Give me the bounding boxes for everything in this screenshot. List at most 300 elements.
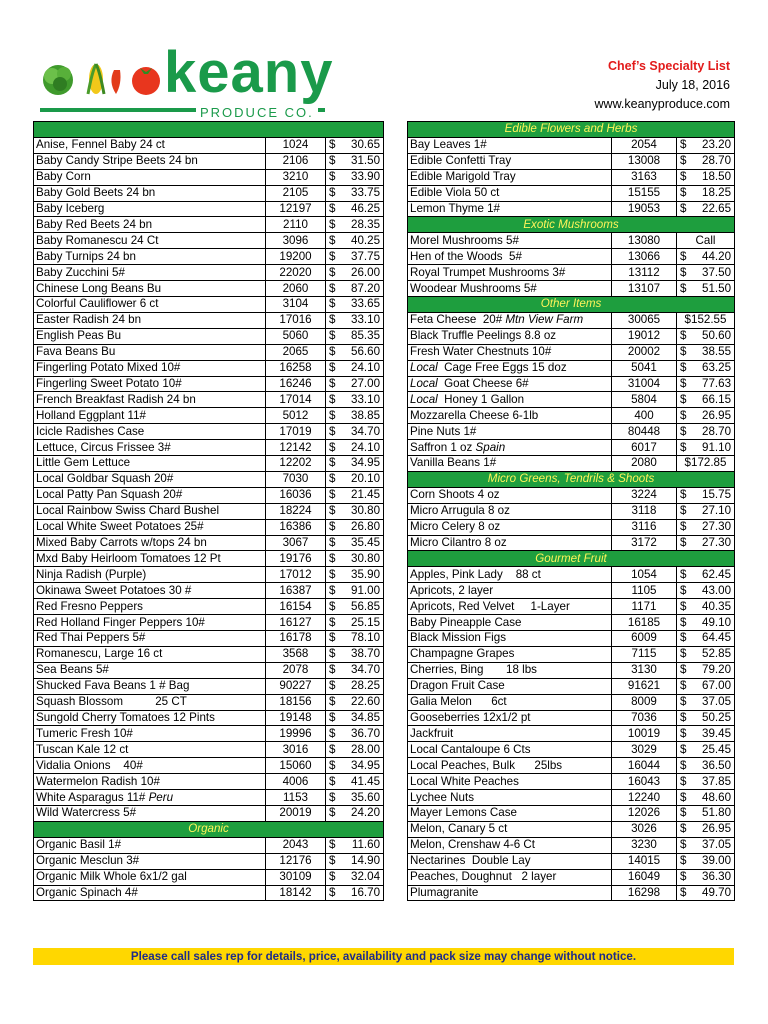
product-code: 2080 [612,456,677,472]
product-code: 2106 [266,153,326,169]
product-price: 37.75 [351,249,381,263]
product-name: Hen of the Woods 5# [410,249,522,263]
currency-symbol: $ [329,583,336,597]
product-name-cell [34,885,266,901]
product-name: Organic Spinach 4# [36,885,138,899]
price-wrap [329,282,380,296]
price-wrap [329,266,380,280]
product-name-cell [34,344,266,360]
product-name: Melon, Crenshaw 4-6 Ct [410,838,536,852]
currency-symbol: $ [329,392,336,406]
product-price: 26.80 [351,520,381,534]
product-name-cell [408,360,612,376]
product-price-cell [326,487,384,503]
product-code: 3016 [266,742,326,758]
currency-symbol: $ [680,838,687,852]
product-code: 20019 [266,805,326,821]
product-price: 37.85 [702,774,732,788]
product-row [408,169,735,185]
price-wrap [680,202,731,216]
product-code: 3163 [612,169,677,185]
product-code: 1054 [612,567,677,583]
product-row [408,153,735,169]
price-wrap [329,361,380,375]
product-price: 36.30 [702,870,732,884]
product-code: 14015 [612,853,677,869]
product-price-cell [326,456,384,472]
vegetables-logo-icon [36,58,166,98]
price-wrap [329,409,380,423]
product-price: 46.25 [351,201,381,215]
product-name-cell [408,631,612,647]
product-name-cell [34,726,266,742]
price-wrap [329,663,380,677]
product-row [34,376,384,392]
product-price-cell [326,169,384,185]
product-name-cell [34,360,266,376]
product-price-cell [326,853,384,869]
currency-symbol: $ [329,870,336,884]
product-row [408,185,735,201]
product-name: Colorful Cauliflower 6 ct [36,297,159,311]
product-name-cell [408,312,612,328]
product-code: 19012 [612,328,677,344]
product-price-cell [326,503,384,519]
product-name-cell [408,805,612,821]
product-code: 4006 [266,774,326,790]
currency-symbol: $ [329,297,336,311]
currency-symbol: $ [329,345,336,359]
product-price-cell [677,424,735,440]
product-price: 37.50 [702,265,732,279]
price-wrap [329,329,380,343]
product-price: 11.60 [351,838,381,852]
product-row [34,185,384,201]
price-wrap [680,138,731,152]
product-row [408,535,735,551]
product-code: 12176 [266,853,326,869]
product-name: Nectarines Double Lay [410,854,531,868]
product-name-cell [408,583,612,599]
product-code: 12240 [612,790,677,806]
currency-symbol: $ [329,138,336,152]
product-row [408,742,735,758]
price-wrap [329,536,380,550]
product-price-cell [326,424,384,440]
product-code: 5041 [612,360,677,376]
currency-symbol: $ [680,631,687,645]
product-name-cell [34,265,266,281]
currency-symbol: $ [680,440,687,454]
product-row [34,805,384,821]
product-name: Organic Mesclun 3# [36,854,140,868]
currency-symbol: $ [680,424,687,438]
currency-symbol: $ [329,615,336,629]
price-wrap [680,568,731,582]
product-code: 12197 [266,201,326,217]
product-name-cell [34,615,266,631]
product-name-cell [34,217,266,233]
product-row [408,344,735,360]
product-name: Baby Pineapple Case [410,615,522,629]
product-name-cell [34,440,266,456]
currency-symbol: $ [680,265,687,279]
product-code: 13107 [612,281,677,297]
currency-symbol: $ [329,424,336,438]
product-price-cell [677,185,735,201]
product-name-cell [408,726,612,742]
currency-symbol: $ [680,329,687,343]
product-code: 90227 [266,678,326,694]
product-code: 16178 [266,631,326,647]
product-price: 37.05 [702,838,732,852]
product-row [408,487,735,503]
product-price-cell [677,774,735,790]
product-name: Lychee Nuts [410,790,475,804]
product-price-cell [326,805,384,821]
product-price: 28.25 [351,679,381,693]
product-name-cell [408,281,612,297]
product-name-prefix: Local [410,392,438,406]
product-name: Local Peaches, Bulk 25lbs [410,758,563,772]
product-row [34,408,384,424]
product-code: 8009 [612,694,677,710]
currency-symbol: $ [680,154,687,168]
product-price: 18.25 [702,186,732,200]
currency-symbol: $ [329,806,336,820]
product-name-cell [408,535,612,551]
product-name-cell [408,758,612,774]
product-price: 26.00 [351,265,381,279]
product-name: Lemon Thyme 1# [410,201,501,215]
currency-symbol: $ [680,679,687,693]
product-price-cell [677,853,735,869]
price-wrap [680,377,731,391]
currency-symbol: $ [680,726,687,740]
product-name: Lettuce, Circus Frissee 3# [36,440,171,454]
product-name: Plumagranite [410,885,479,899]
product-price: 28.00 [351,742,381,756]
product-price: 22.65 [702,201,732,215]
product-price: 15.75 [702,488,732,502]
product-name-cell [408,790,612,806]
product-price-cell [677,328,735,344]
currency-symbol: $ [329,536,336,550]
currency-symbol: $ [329,361,336,375]
product-price: 23.20 [702,138,732,152]
product-code: 3118 [612,503,677,519]
product-price: 91.00 [351,583,381,597]
price-wrap [329,425,380,439]
product-code: 12202 [266,456,326,472]
product-name: Melon, Canary 5 ct [410,822,508,836]
product-price: 35.45 [351,536,381,550]
product-name: Fava Beans Bu [36,345,116,359]
product-name: Mozzarella Cheese 6-1lb [410,408,539,422]
product-price-cell [677,360,735,376]
currency-symbol: $ [680,599,687,613]
product-price: 30.80 [351,504,381,518]
product-code: 16036 [266,487,326,503]
product-code: 1105 [612,583,677,599]
product-name-cell [34,567,266,583]
product-price-cell [326,265,384,281]
section-header-row [408,122,735,138]
product-price: 39.45 [702,726,732,740]
product-code: 19996 [266,726,326,742]
product-name-cell [34,551,266,567]
currency-symbol: $ [680,392,687,406]
product-row [34,583,384,599]
product-price: 24.20 [351,806,381,820]
product-name: Tumeric Fresh 10# [36,726,133,740]
currency-symbol: $ [329,774,336,788]
product-name-cell [34,742,266,758]
price-wrap [329,568,380,582]
section-title: Gourmet Fruit [408,551,735,567]
product-name: Mixed Baby Carrots w/tops 24 bn [36,536,207,550]
currency-symbol: $ [680,710,687,724]
price-wrap [329,456,380,470]
product-code: 3067 [266,535,326,551]
product-row [34,567,384,583]
product-row [408,392,735,408]
product-row [34,233,384,249]
product-price-cell [326,646,384,662]
price-table-left [33,121,384,901]
product-name: Sea Beans 5# [36,663,109,677]
product-name: Bay Leaves 1# [410,138,487,152]
price-wrap [329,854,380,868]
product-row [34,137,384,153]
product-price: 38.85 [351,408,381,422]
price-wrap [329,616,380,630]
product-name: French Breakfast Radish 24 bn [36,392,196,406]
product-name: Tuscan Kale 12 ct [36,742,129,756]
product-code: 16154 [266,599,326,615]
currency-symbol: $ [329,679,336,693]
currency-symbol: $ [680,742,687,756]
product-row [408,408,735,424]
price-wrap [329,600,380,614]
product-row [34,519,384,535]
product-price: 39.00 [702,854,732,868]
product-code: 12142 [266,440,326,456]
product-name-cell [34,837,266,853]
currency-symbol: $ [680,647,687,661]
product-price: 87.20 [351,281,381,295]
price-wrap [680,631,731,645]
product-price-cell [677,805,735,821]
product-name-cell [34,853,266,869]
product-price: 25.15 [351,615,381,629]
logo-subtitle: PRODUCE CO. [196,106,318,119]
product-name-cell [34,408,266,424]
product-price-cell [326,869,384,885]
product-price-cell [677,249,735,265]
currency-symbol: $ [329,567,336,581]
product-price-cell [677,742,735,758]
product-price: 56.85 [351,599,381,613]
table-header-row [34,122,384,138]
price-wrap [329,488,380,502]
product-price-cell [326,742,384,758]
currency-symbol: $ [329,201,336,215]
product-price-cell [677,710,735,726]
product-code: 19053 [612,201,677,217]
product-price-cell [326,885,384,901]
product-price-cell [326,678,384,694]
product-row [34,471,384,487]
product-price-cell [326,296,384,312]
product-price-cell [677,885,735,901]
price-wrap [680,775,731,789]
currency-symbol: $ [329,376,336,390]
product-price-cell [677,758,735,774]
currency-symbol: $ [329,329,336,343]
currency-symbol: $ [329,758,336,772]
product-price-cell [677,662,735,678]
product-price: 79.20 [702,663,732,677]
product-name-cell [34,328,266,344]
product-name-cell [408,376,612,392]
product-price: 33.65 [351,297,381,311]
product-row [34,758,384,774]
product-name: Mxd Baby Heirloom Tomatoes 12 Pt [36,551,221,565]
product-price: 26.95 [702,408,732,422]
product-code: 2054 [612,137,677,153]
price-wrap [680,870,731,884]
product-code: 13080 [612,233,677,249]
currency-symbol: $ [680,885,687,899]
product-price-cell [326,837,384,853]
price-wrap [329,234,380,248]
price-wrap [329,838,380,852]
product-code: 1171 [612,599,677,615]
product-code: 17016 [266,312,326,328]
product-name-cell [408,487,612,503]
product-row [34,774,384,790]
price-wrap [680,536,731,550]
product-code: 3224 [612,487,677,503]
currency-symbol: $ [680,281,687,295]
currency-symbol: $ [680,806,687,820]
product-code: 19176 [266,551,326,567]
product-name: Apricots, 2 layer [410,583,494,597]
section-header-row [34,821,384,837]
product-price: 33.10 [351,313,381,327]
currency-symbol: $ [329,551,336,565]
product-name-cell [408,662,612,678]
currency-symbol: $ [680,408,687,422]
product-code: 15155 [612,185,677,201]
product-row [34,615,384,631]
product-row [408,360,735,376]
product-row [34,742,384,758]
product-price: 27.30 [702,520,732,534]
price-wrap [329,552,380,566]
product-name-cell [408,599,612,615]
price-wrap [329,345,380,359]
price-wrap [329,504,380,518]
price-wrap [329,186,380,200]
product-row [408,503,735,519]
product-row [34,837,384,853]
product-name-cell [408,408,612,424]
product-name-cell [408,137,612,153]
product-name-cell [34,631,266,647]
product-price-cell [677,694,735,710]
currency-symbol: $ [329,186,336,200]
product-name: Royal Trumpet Mushrooms 3# [410,265,566,279]
product-price: 48.60 [702,790,732,804]
section-title: Exotic Mushrooms [408,217,735,233]
product-name: Micro Celery 8 oz [410,520,501,534]
product-price-cell [326,408,384,424]
product-name: Okinawa Sweet Potatoes 30 # [36,583,192,597]
product-code: 6009 [612,631,677,647]
product-name-cell [408,440,612,456]
product-price: 28.70 [702,154,732,168]
price-wrap [680,727,731,741]
price-wrap [680,791,731,805]
price-wrap [329,695,380,709]
product-price-cell [677,535,735,551]
currency-symbol: $ [680,615,687,629]
product-name: Fingerling Potato Mixed 10# [36,361,181,375]
product-name: Black Truffle Peelings 8.8 oz [410,329,557,343]
product-name-cell [408,742,612,758]
product-name-cell [408,424,612,440]
product-row [408,646,735,662]
product-price: 34.95 [351,758,381,772]
product-code: 30109 [266,869,326,885]
price-wrap [680,329,731,343]
product-name: Champagne Grapes [410,647,515,661]
product-price: 16.70 [351,885,381,899]
product-name: Galia Melon 6ct [410,695,507,709]
product-name: Wild Watercress 5# [36,806,137,820]
product-name: Local White Peaches [410,774,519,788]
product-price: 34.70 [351,663,381,677]
product-code: 1024 [266,137,326,153]
product-row [34,631,384,647]
product-name-cell [34,869,266,885]
product-name: Peaches, Doughnut 2 layer [410,870,557,884]
product-name-cell [34,312,266,328]
product-price-cell [326,360,384,376]
product-price: 21.45 [351,488,381,502]
section-title: Other Items [408,296,735,312]
section-title: Edible Flowers and Herbs [408,122,735,138]
product-price: 34.85 [351,710,381,724]
product-row [408,233,735,249]
product-price-cell [326,758,384,774]
product-price: 41.45 [351,774,381,788]
website-link[interactable]: www.keanyproduce.com [594,97,730,111]
product-row [34,312,384,328]
product-price: 49.70 [702,885,732,899]
product-name-cell [408,456,612,472]
product-price: 40.35 [702,599,732,613]
product-price: $172.85 [684,456,727,470]
product-price-cell [677,408,735,424]
product-name-cell [408,646,612,662]
product-price-cell [677,678,735,694]
price-wrap [329,154,380,168]
product-row [34,456,384,472]
product-name: Baby Candy Stripe Beets 24 bn [36,154,198,168]
